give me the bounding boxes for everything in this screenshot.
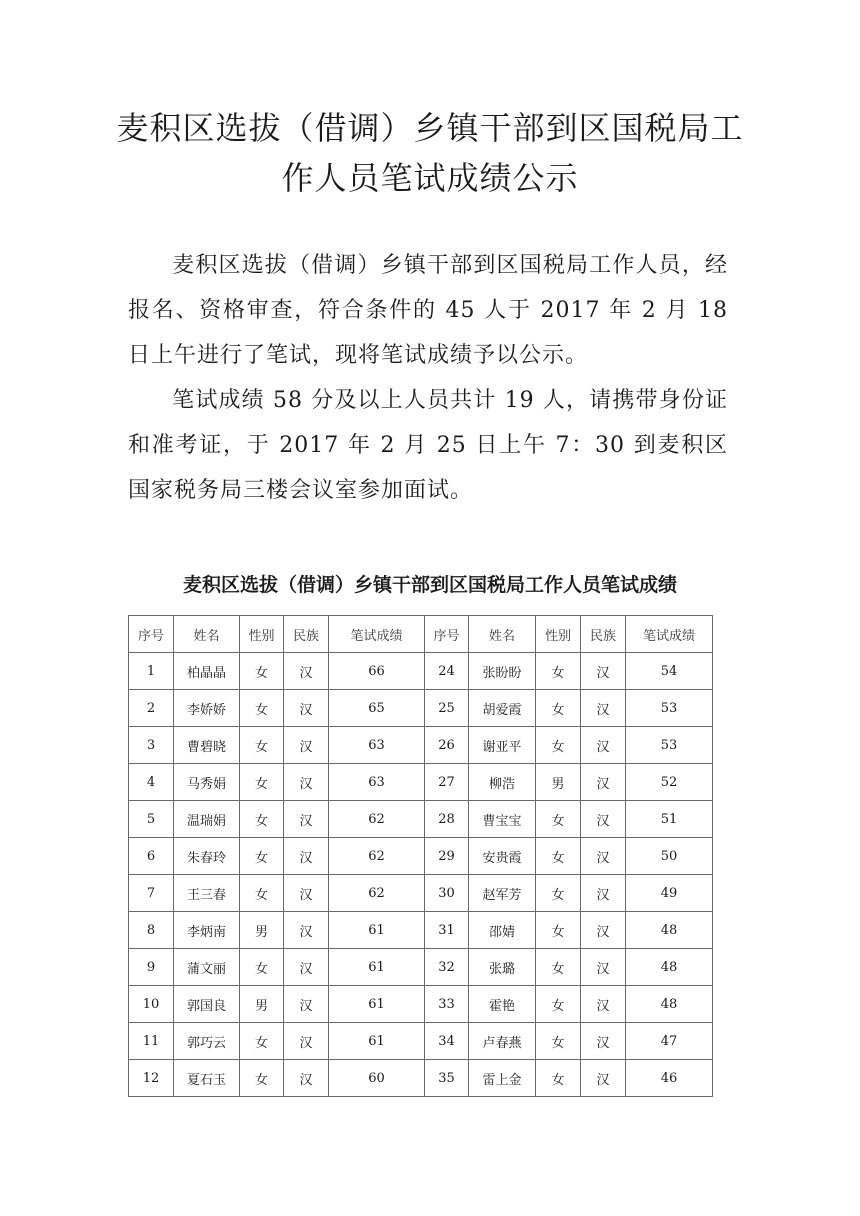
cell-index: 6 [129, 838, 174, 875]
cell-gender: 女 [536, 1023, 581, 1060]
cell-ethnicity: 汉 [284, 764, 329, 801]
cell-gender: 女 [240, 875, 284, 912]
cell-name: 柳浩 [469, 764, 536, 801]
header-gender: 性别 [536, 616, 581, 653]
cell-ethnicity: 汉 [581, 875, 626, 912]
cell-name: 郭国良 [174, 986, 240, 1023]
cell-index: 12 [129, 1060, 174, 1097]
cell-score: 61 [329, 912, 425, 949]
header-score: 笔试成绩 [329, 616, 425, 653]
cell-score: 48 [626, 986, 713, 1023]
table-row [129, 986, 713, 1023]
cell-name: 李娇娇 [174, 690, 240, 727]
cell-index: 25 [425, 690, 469, 727]
cell-name: 胡爱霞 [469, 690, 536, 727]
cell-score: 46 [626, 1060, 713, 1097]
interview-notice-paragraph [128, 378, 728, 513]
cell-index: 10 [129, 986, 174, 1023]
interview-notice-text: 笔试成绩 58 分及以上人员共计 19 人，请携带身份证和准考证，于 2017 年 2 月 25 日上午 7：30 到麦积区国家税务局三楼会议室参加面试。 [128, 388, 728, 503]
cell-score: 49 [626, 875, 713, 912]
document-title-line-1: 麦积区选拔（借调）乡镇干部到区国税局工 [116, 109, 744, 147]
cell-gender: 女 [536, 875, 581, 912]
cell-name: 张盼盼 [469, 653, 536, 690]
cell-score: 63 [329, 764, 425, 801]
table-row [129, 727, 713, 764]
cell-ethnicity: 汉 [581, 1023, 626, 1060]
cell-index: 7 [129, 875, 174, 912]
cell-index: 31 [425, 912, 469, 949]
cell-ethnicity: 汉 [284, 801, 329, 838]
cell-ethnicity: 汉 [581, 912, 626, 949]
cell-gender: 女 [536, 986, 581, 1023]
cell-index: 3 [129, 727, 174, 764]
cell-name: 曹碧晓 [174, 727, 240, 764]
cell-score: 50 [626, 838, 713, 875]
cell-ethnicity: 汉 [284, 653, 329, 690]
cell-ethnicity: 汉 [581, 764, 626, 801]
header-score: 笔试成绩 [626, 616, 713, 653]
cell-index: 33 [425, 986, 469, 1023]
cell-ethnicity: 汉 [581, 653, 626, 690]
table-body [129, 653, 713, 1097]
scores-table [128, 615, 713, 1097]
document-title [0, 103, 860, 203]
cell-index: 8 [129, 912, 174, 949]
cell-ethnicity: 汉 [284, 727, 329, 764]
cell-ethnicity: 汉 [284, 690, 329, 727]
cell-score: 61 [329, 949, 425, 986]
cell-score: 60 [329, 1060, 425, 1097]
cell-ethnicity: 汉 [581, 838, 626, 875]
header-ethnicity: 民族 [284, 616, 329, 653]
table-row [129, 690, 713, 727]
cell-index: 4 [129, 764, 174, 801]
cell-name: 赵军芳 [469, 875, 536, 912]
cell-score: 66 [329, 653, 425, 690]
header-ethnicity: 民族 [581, 616, 626, 653]
cell-index: 27 [425, 764, 469, 801]
document-title-line-2: 作人员笔试成绩公示 [281, 159, 579, 197]
table-row [129, 949, 713, 986]
cell-ethnicity: 汉 [581, 949, 626, 986]
intro-paragraph [128, 243, 728, 378]
cell-gender: 女 [536, 912, 581, 949]
cell-name: 安贵霞 [469, 838, 536, 875]
header-name: 姓名 [174, 616, 240, 653]
cell-ethnicity: 汉 [284, 1023, 329, 1060]
cell-ethnicity: 汉 [284, 949, 329, 986]
cell-score: 62 [329, 875, 425, 912]
cell-index: 34 [425, 1023, 469, 1060]
cell-name: 蒲文丽 [174, 949, 240, 986]
cell-score: 53 [626, 727, 713, 764]
cell-score: 48 [626, 912, 713, 949]
cell-name: 柏晶晶 [174, 653, 240, 690]
cell-index: 9 [129, 949, 174, 986]
cell-ethnicity: 汉 [581, 727, 626, 764]
cell-gender: 女 [536, 653, 581, 690]
cell-index: 2 [129, 690, 174, 727]
header-name: 姓名 [469, 616, 536, 653]
cell-name: 夏石玉 [174, 1060, 240, 1097]
cell-gender: 男 [240, 912, 284, 949]
cell-gender: 女 [536, 727, 581, 764]
cell-ethnicity: 汉 [284, 1060, 329, 1097]
table-title: 麦积区选拔（借调）乡镇干部到区国税局工作人员笔试成绩 [182, 574, 677, 596]
cell-score: 63 [329, 727, 425, 764]
cell-index: 32 [425, 949, 469, 986]
table-row [129, 1023, 713, 1060]
table-row [129, 838, 713, 875]
cell-name: 朱春玲 [174, 838, 240, 875]
cell-ethnicity: 汉 [284, 875, 329, 912]
cell-score: 51 [626, 801, 713, 838]
cell-gender: 女 [240, 838, 284, 875]
cell-index: 35 [425, 1060, 469, 1097]
cell-gender: 女 [240, 764, 284, 801]
table-row [129, 653, 713, 690]
cell-ethnicity: 汉 [284, 986, 329, 1023]
cell-index: 24 [425, 653, 469, 690]
cell-gender: 女 [240, 690, 284, 727]
cell-ethnicity: 汉 [581, 801, 626, 838]
cell-gender: 女 [240, 1023, 284, 1060]
cell-name: 温瑞娟 [174, 801, 240, 838]
cell-ethnicity: 汉 [284, 838, 329, 875]
cell-score: 54 [626, 653, 713, 690]
table-header-row [129, 616, 713, 653]
cell-score: 52 [626, 764, 713, 801]
cell-name: 曹宝宝 [469, 801, 536, 838]
cell-score: 47 [626, 1023, 713, 1060]
cell-name: 雷上金 [469, 1060, 536, 1097]
cell-name: 李炳南 [174, 912, 240, 949]
cell-gender: 女 [536, 690, 581, 727]
intro-paragraph-text: 麦积区选拔（借调）乡镇干部到区国税局工作人员，经报名、资格审查，符合条件的 45 人于 2017 年 2 月 18 日上午进行了笔试，现将笔试成绩予以公示。 [128, 253, 728, 368]
cell-gender: 女 [240, 727, 284, 764]
cell-name: 卢春燕 [469, 1023, 536, 1060]
cell-name: 霍艳 [469, 986, 536, 1023]
cell-score: 62 [329, 838, 425, 875]
cell-gender: 女 [240, 801, 284, 838]
cell-score: 53 [626, 690, 713, 727]
cell-index: 29 [425, 838, 469, 875]
cell-gender: 女 [240, 653, 284, 690]
cell-index: 28 [425, 801, 469, 838]
cell-name: 郭巧云 [174, 1023, 240, 1060]
cell-gender: 男 [240, 986, 284, 1023]
cell-name: 王三春 [174, 875, 240, 912]
cell-gender: 女 [536, 1060, 581, 1097]
cell-score: 61 [329, 986, 425, 1023]
cell-score: 65 [329, 690, 425, 727]
cell-index: 26 [425, 727, 469, 764]
cell-ethnicity: 汉 [581, 1060, 626, 1097]
header-index: 序号 [425, 616, 469, 653]
cell-name: 谢亚平 [469, 727, 536, 764]
table-row [129, 912, 713, 949]
cell-name: 张璐 [469, 949, 536, 986]
cell-name: 马秀娟 [174, 764, 240, 801]
cell-gender: 女 [240, 1060, 284, 1097]
cell-gender: 男 [536, 764, 581, 801]
header-index: 序号 [129, 616, 174, 653]
cell-index: 30 [425, 875, 469, 912]
cell-gender: 女 [240, 949, 284, 986]
cell-ethnicity: 汉 [284, 912, 329, 949]
cell-gender: 女 [536, 838, 581, 875]
cell-index: 1 [129, 653, 174, 690]
cell-ethnicity: 汉 [581, 986, 626, 1023]
table-row [129, 801, 713, 838]
cell-name: 邵婧 [469, 912, 536, 949]
cell-score: 62 [329, 801, 425, 838]
cell-index: 5 [129, 801, 174, 838]
table-row [129, 875, 713, 912]
header-gender: 性别 [240, 616, 284, 653]
table-row [129, 764, 713, 801]
cell-index: 11 [129, 1023, 174, 1060]
cell-gender: 女 [536, 949, 581, 986]
cell-score: 61 [329, 1023, 425, 1060]
cell-gender: 女 [536, 801, 581, 838]
cell-ethnicity: 汉 [581, 690, 626, 727]
table-row [129, 1060, 713, 1097]
cell-score: 48 [626, 949, 713, 986]
